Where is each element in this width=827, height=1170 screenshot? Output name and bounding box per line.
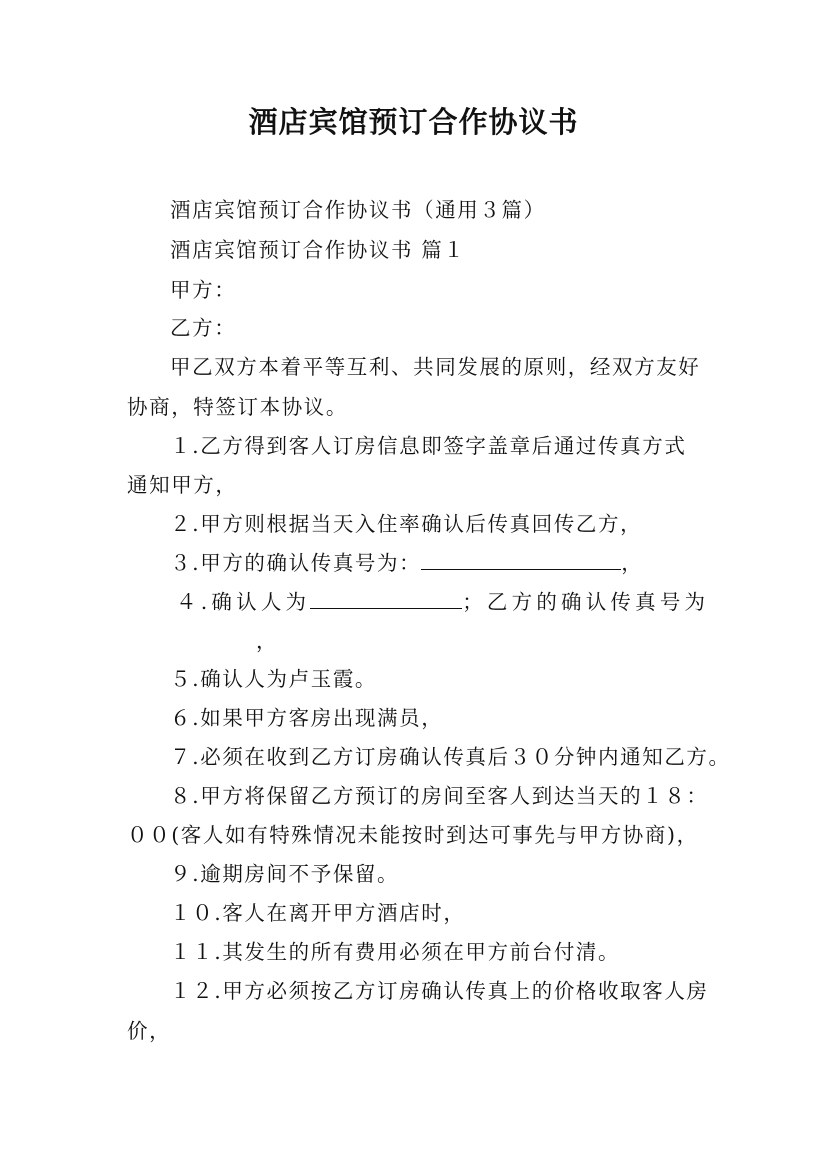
clause-line: １２.甲方必须按乙方订房确认传真上的价格收取客人房 — [170, 979, 709, 1003]
clause-line: ９.逾期房间不予保留。 — [170, 862, 400, 886]
clause-line: ２.甲方则根据当天入住率确认后传真回传乙方， — [170, 512, 643, 536]
fill-in-blank — [421, 549, 621, 570]
clause-line: ， — [256, 629, 279, 653]
party-a-line: 甲方： — [170, 278, 237, 302]
preamble-line: 协商，特签订本协议。 — [127, 395, 348, 419]
fill-in-blank — [310, 588, 462, 609]
clause-line: ００(客人如有特殊情况未能按时到达可事先与甲方协商)， — [127, 823, 699, 847]
clause-line: ８.甲方将保留乙方预订的房间至客人到达当天的１８： — [170, 784, 709, 808]
clause-line: ５.确认人为卢玉霞。 — [170, 667, 378, 691]
clause-line: ６.如果甲方客房出现满员， — [170, 706, 444, 730]
clause-line: ７.必须在收到乙方订房确认传真后３０分钟内通知乙方。 — [170, 745, 731, 769]
clause-line: １０.客人在离开甲方酒店时， — [170, 901, 466, 925]
preamble-line: 甲乙双方本着平等互利、共同发展的原则，经双方友好 — [170, 355, 701, 379]
clause-line: 通知甲方， — [127, 473, 238, 497]
clause-line — [170, 549, 643, 577]
clause-line: １.乙方得到客人订房信息即签字盖章后通过传真方式 — [170, 434, 687, 458]
clause-line: １１.其发生的所有费用必须在甲方前台付清。 — [170, 940, 621, 964]
clause-text: ４.确认人为 — [176, 590, 311, 614]
clause-text: ；乙方的确认传真号为 — [462, 590, 710, 614]
subtitle-line: 酒店宾馆预订合作协议书（通用３篇） — [170, 198, 546, 222]
clause-text: ， — [621, 551, 644, 575]
clause-line: 价， — [127, 1019, 172, 1043]
party-b-line: 乙方： — [170, 316, 237, 340]
clause-line — [176, 588, 709, 616]
clause-text: ３.甲方的确认传真号为： — [170, 551, 422, 575]
document-title: 酒店宾馆预订合作协议书 — [248, 105, 579, 139]
section-heading: 酒店宾馆预订合作协议书 篇１ — [170, 238, 466, 262]
